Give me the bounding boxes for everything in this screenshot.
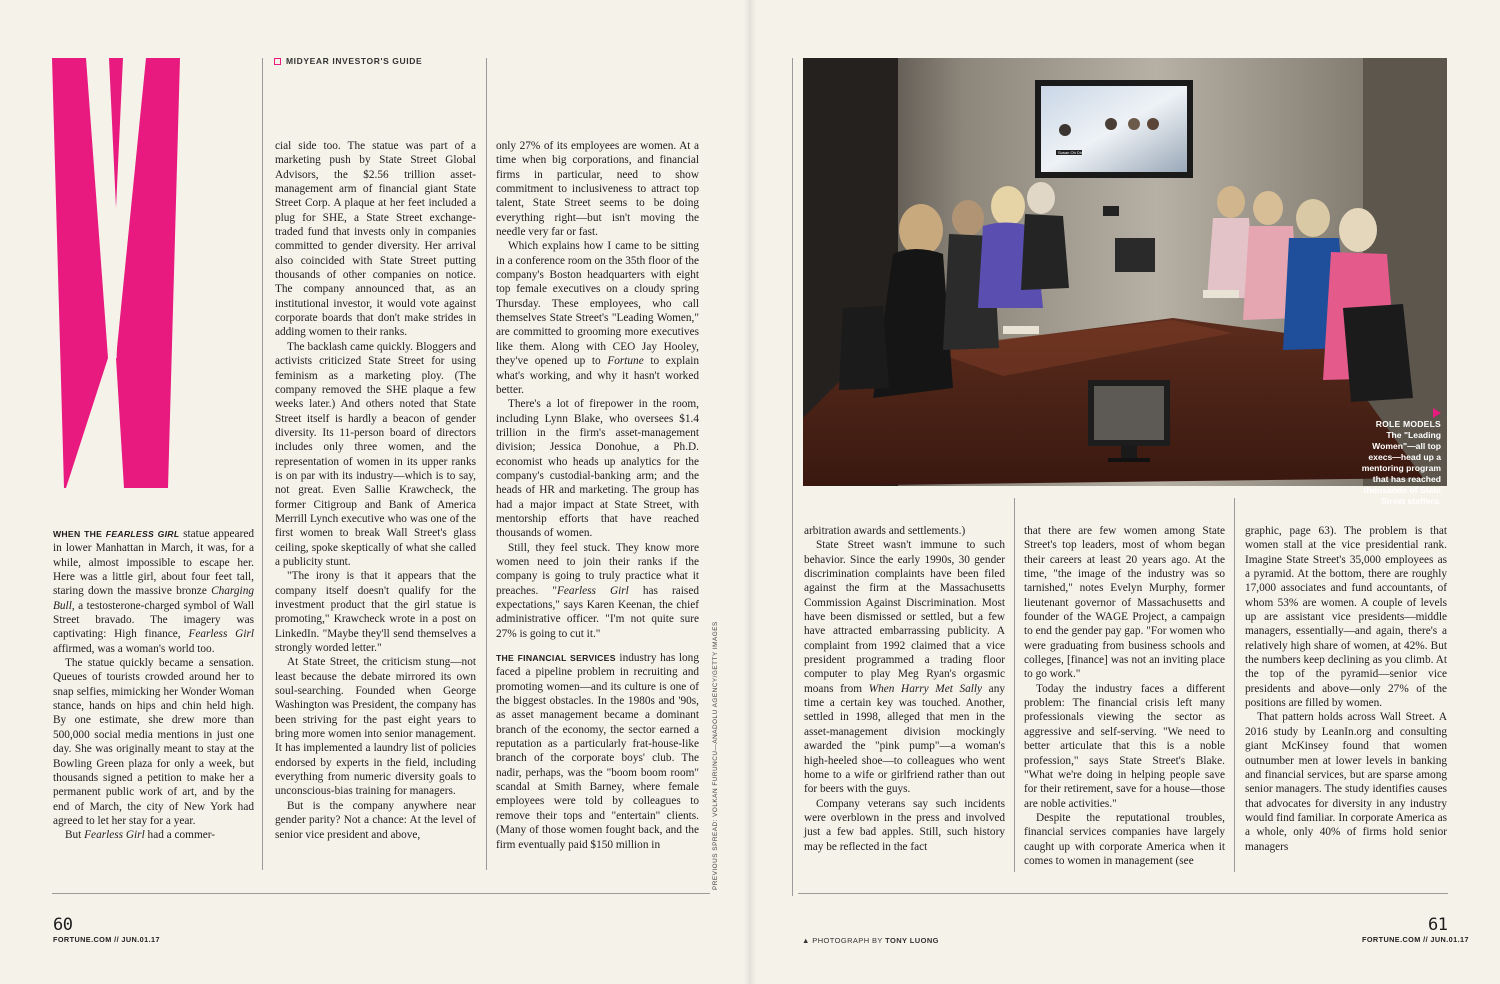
article-paragraph: Company veterans say such incidents were overblown in the press and involved just a few bad apples. Still, such history may be reflected in the fact [804, 797, 1005, 853]
article-paragraph: only 27% of its employees are women. At a time when big corporations, and financial firms in particular, need to show commitment to inclusiveness to attract top talent, State Street seems to be doing everything right—but isn't moving the needle very far or fast. [496, 140, 699, 239]
section-tag [274, 56, 422, 66]
photo-credit: ▲ PHOTOGRAPH BY TONY LUONG [802, 936, 939, 945]
article-column-3 [496, 139, 699, 873]
article-paragraph: But is the company anywhere near gender parity? Not a chance: At the level of senior vice president and above, [275, 799, 476, 841]
article-paragraph: There's a lot of firepower in the room, including Lynn Blake, who oversees $1.4 trillion in the firm's asset-management division; Jessica Donohue, a Ph.D. economist who heads up analytics for the company's custodial-banking arm; and the heads of HR and marketing. The group has had a major impact at State Street, with mentorship efforts that have reached thousands of women. [496, 398, 699, 540]
page-number: 60 [53, 915, 73, 935]
article-paragraph: Which explains how I came to be sitting in a conference room on the 35th floor of the company's Boston headquarters with eight top female executives on a cloudy spring Thursday. These employees, who call themselves State Street's "Leading Women," are committed to grooming more executives like them. Along with CEO Jay Hooley, they've opened up to Fortune to explain what's working, and why it hasn't worked better. [496, 240, 700, 396]
footer-rule [798, 893, 1448, 894]
screen-nametag: Susan Oh Dio [1058, 150, 1083, 155]
article-paragraph: that there are few women among State Street's top leaders, most of whom began their careers at least 20 years ago. At the time, "the image of the industry was so tarnished," notes Evelyn Murphy, former lieutenant governor of Massachusetts and founder of the WAGE Project, a campaign to end the gender pay gap. "For women who were graduating from business schools and colleges, [finance] was not an inviting place to go work." [1024, 525, 1225, 681]
article-paragraph: At State Street, the criticism stung—not least because the debate mirrored its own soul-searching. Founded when George Washington was President, the company has been striving for the past eight years to bring more women into senior management. It has implemented a laundry list of policies endorsed by experts in the field, including everything from numeric diversity goals to unconscious-bias training for managers. [275, 656, 476, 798]
caption-pointer-icon [1433, 408, 1441, 418]
vertical-photo-credit: PREVIOUS SPREAD: VOLKAN FURUNCU—ANADOLU AGENCY/GETTY IMAGES [712, 621, 719, 890]
column-rule [1014, 498, 1015, 872]
article-paragraph: arbitration awards and settlements.) [804, 525, 966, 537]
article-paragraph: That pattern holds across Wall Street. A 2016 study by LeanIn.org and consulting giant McKinsey found that women outnumber men at lower levels in banking and financial services, but are sparse among senior managers. The study identifies causes that advocates for diversity in any industry would find familiar. In corporate America as a whole, only 40% of firms hold senior managers [1245, 711, 1447, 853]
article-paragraph: "The irony is that it appears that the company itself doesn't qualify for the investment product that the girl statue is promoting," Krawcheck wrote in a post on LinkedIn. "Maybe they'll send themselves a strongly worded letter." [275, 570, 476, 655]
dropcap-w [52, 58, 180, 488]
article-column-1 [53, 527, 254, 873]
article-paragraph: The backlash came quickly. Bloggers and activists criticized State Street for using feminism as a marketing ploy. (The company removed the SHE plaque a few weeks later.) And others noted that State Street itself is hardly a beacon of gender diversity. Its 11-person board of directors includes only three women, and the representation of women in its upper ranks is on par with its industry—which is to say, not great. Even Sallie Krawcheck, the former Citigroup and Bank of America Merrill Lynch executive who was one of the first women to break Wall Street's glass ceiling, spoke skeptically of what she called a publicity stunt. [275, 340, 476, 568]
article-paragraph: Still, they feel stuck. They know more women need to join their ranks if the company is going to truly practice what it preaches. "Fearless Girl has raised expectations," says Karen Keenan, the chief administrative officer. "I'm not quite sure 27% is going to cut it." [496, 541, 699, 640]
page-number: 61 [1428, 915, 1448, 935]
article-paragraph: cial side too. The statue was part of a marketing push by State Street Global Advisors, the $2.56 trillion asset-management arm of financial giant State Street Corp. A plaque at her feet included a plug for SHE, a State Street exchange-traded fund that invests only in companies committed to gender diversity. Her arrival also coincided with State Street putting thousands of other companies on notice. The company announced that, as an institutional investor, it would vote against corporate boards that don't make strides in adding women to their ranks. [275, 140, 476, 339]
folio-line: FORTUNE.COM // JUN.01.17 [1362, 935, 1469, 944]
article-paragraph: THE FINANCIAL SERVICES industry has long faced a pipeline problem in recruiting and promoting women—and its culture is one of the biggest obstacles. In the 1980s and '90s, as asset management became a dominant branch of the economy, the sector earned a reputation as a particularly frat-house-like branch of the corporate boys' club. The nadir, perhaps, was the "boom boom room" scandal at Smith Barney, where female employees were told by colleagues to remove their tops and "entertain" clients. (Many of those women fought back, and the firm eventually paid $150 million in [496, 652, 699, 851]
column-rule [1234, 498, 1235, 872]
article-column-2 [275, 139, 476, 873]
column-rule [486, 58, 487, 870]
folio-line: FORTUNE.COM // JUN.01.17 [53, 935, 160, 944]
caption-head: ROLE MODELS [1375, 419, 1441, 429]
article-paragraph: But Fearless Girl had a commer- [65, 829, 216, 842]
article-paragraph: The statue quickly became a sensation. Queues of tourists crowded around her to snap selfies, mimicking her Wonder Woman stance, hands on hips and chin held high. By one estimate, she drew more than 500,000 social media mentions in just one day. She was originally meant to stay at the Bowling Green plaza for only a week, but thousands signed a petition to make her a permanent public work of art, and by the end of March, the city of New York had agreed to let her stay for a year. [53, 657, 254, 827]
article-column-6 [1245, 524, 1447, 874]
footer-rule [52, 893, 710, 894]
section-tag-label: MIDYEAR INVESTOR'S GUIDE [286, 56, 423, 66]
article-paragraph: graphic, page 63). The problem is that women stall at the vice presidential rank. Imagine State Street's 35,000 employees as a pyramid. At the bottom, there are roughly 17,000 associates and fund accountants, of whom 53% are women. A couple of levels up are assistant vice presidents—middle managers, essentially—and again, there's a relatively high share of women, at 42%. But the numbers keep declining as you climb. At the top of the pyramid—senior vice presidents and above—only 27% of the positions are filled by women. [1245, 525, 1447, 710]
column-rule [262, 58, 263, 870]
conference-room-photo [803, 58, 1447, 506]
photo-illustration [803, 58, 1447, 486]
article-column-4 [804, 524, 1005, 874]
section-square-icon [274, 58, 281, 65]
article-paragraph: WHEN THE FEARLESS GIRL statue appeared in lower Manhattan in March, it was, for a while, almost impossible to escape her. Here was a little girl, about four feet tall, staring down the massive bronze Charging Bull, a testosterone-charged symbol of Wall Street bravado. The imagery was captivating: High finance, Fearless Girl affirmed, was a woman's world too. [53, 528, 254, 655]
article-paragraph: Despite the reputational troubles, financial services companies have largely caught up with corporate America when it comes to women in management (see [1024, 811, 1225, 867]
photo-caption [1359, 419, 1441, 507]
article-paragraph: Today the industry faces a different problem: The financial crisis left many professionals viewing the sector as aggressive and self-serving. "We need to better articulate that this is a noble profession," says State Street's Blake. "What we're doing in helping people save for their retirement, save for a house—those are noble activities." [1024, 682, 1225, 810]
caption-body: The "Leading Women"—all top execs—head up a mentoring program that has reached thousands of State Street staffers. [1361, 430, 1441, 506]
article-column-5 [1024, 524, 1225, 874]
right-page [750, 0, 1500, 984]
article-paragraph: State Street wasn't immune to such behavior. Since the early 1990s, 30 gender discrimination complaints have been filed against the firm at the Massachusetts Commission Against Discrimination. Most have been dismissed or settled, but a few have attracted embarrassing publicity. A complaint from 1992 claimed that a vice president programmed a trading floor computer to play Meg Ryan's orgasmic moans from When Harry Met Sally any time a certain key was touched. Another, settled in 1998, alleged that men in the asset-management division mockingly awarded the "pink pump"—a woman's high-heeled shoe—to colleagues who went home to a wife or girlfriend rather than out for beers with the guys. [804, 539, 1005, 796]
column-rule [792, 58, 793, 896]
